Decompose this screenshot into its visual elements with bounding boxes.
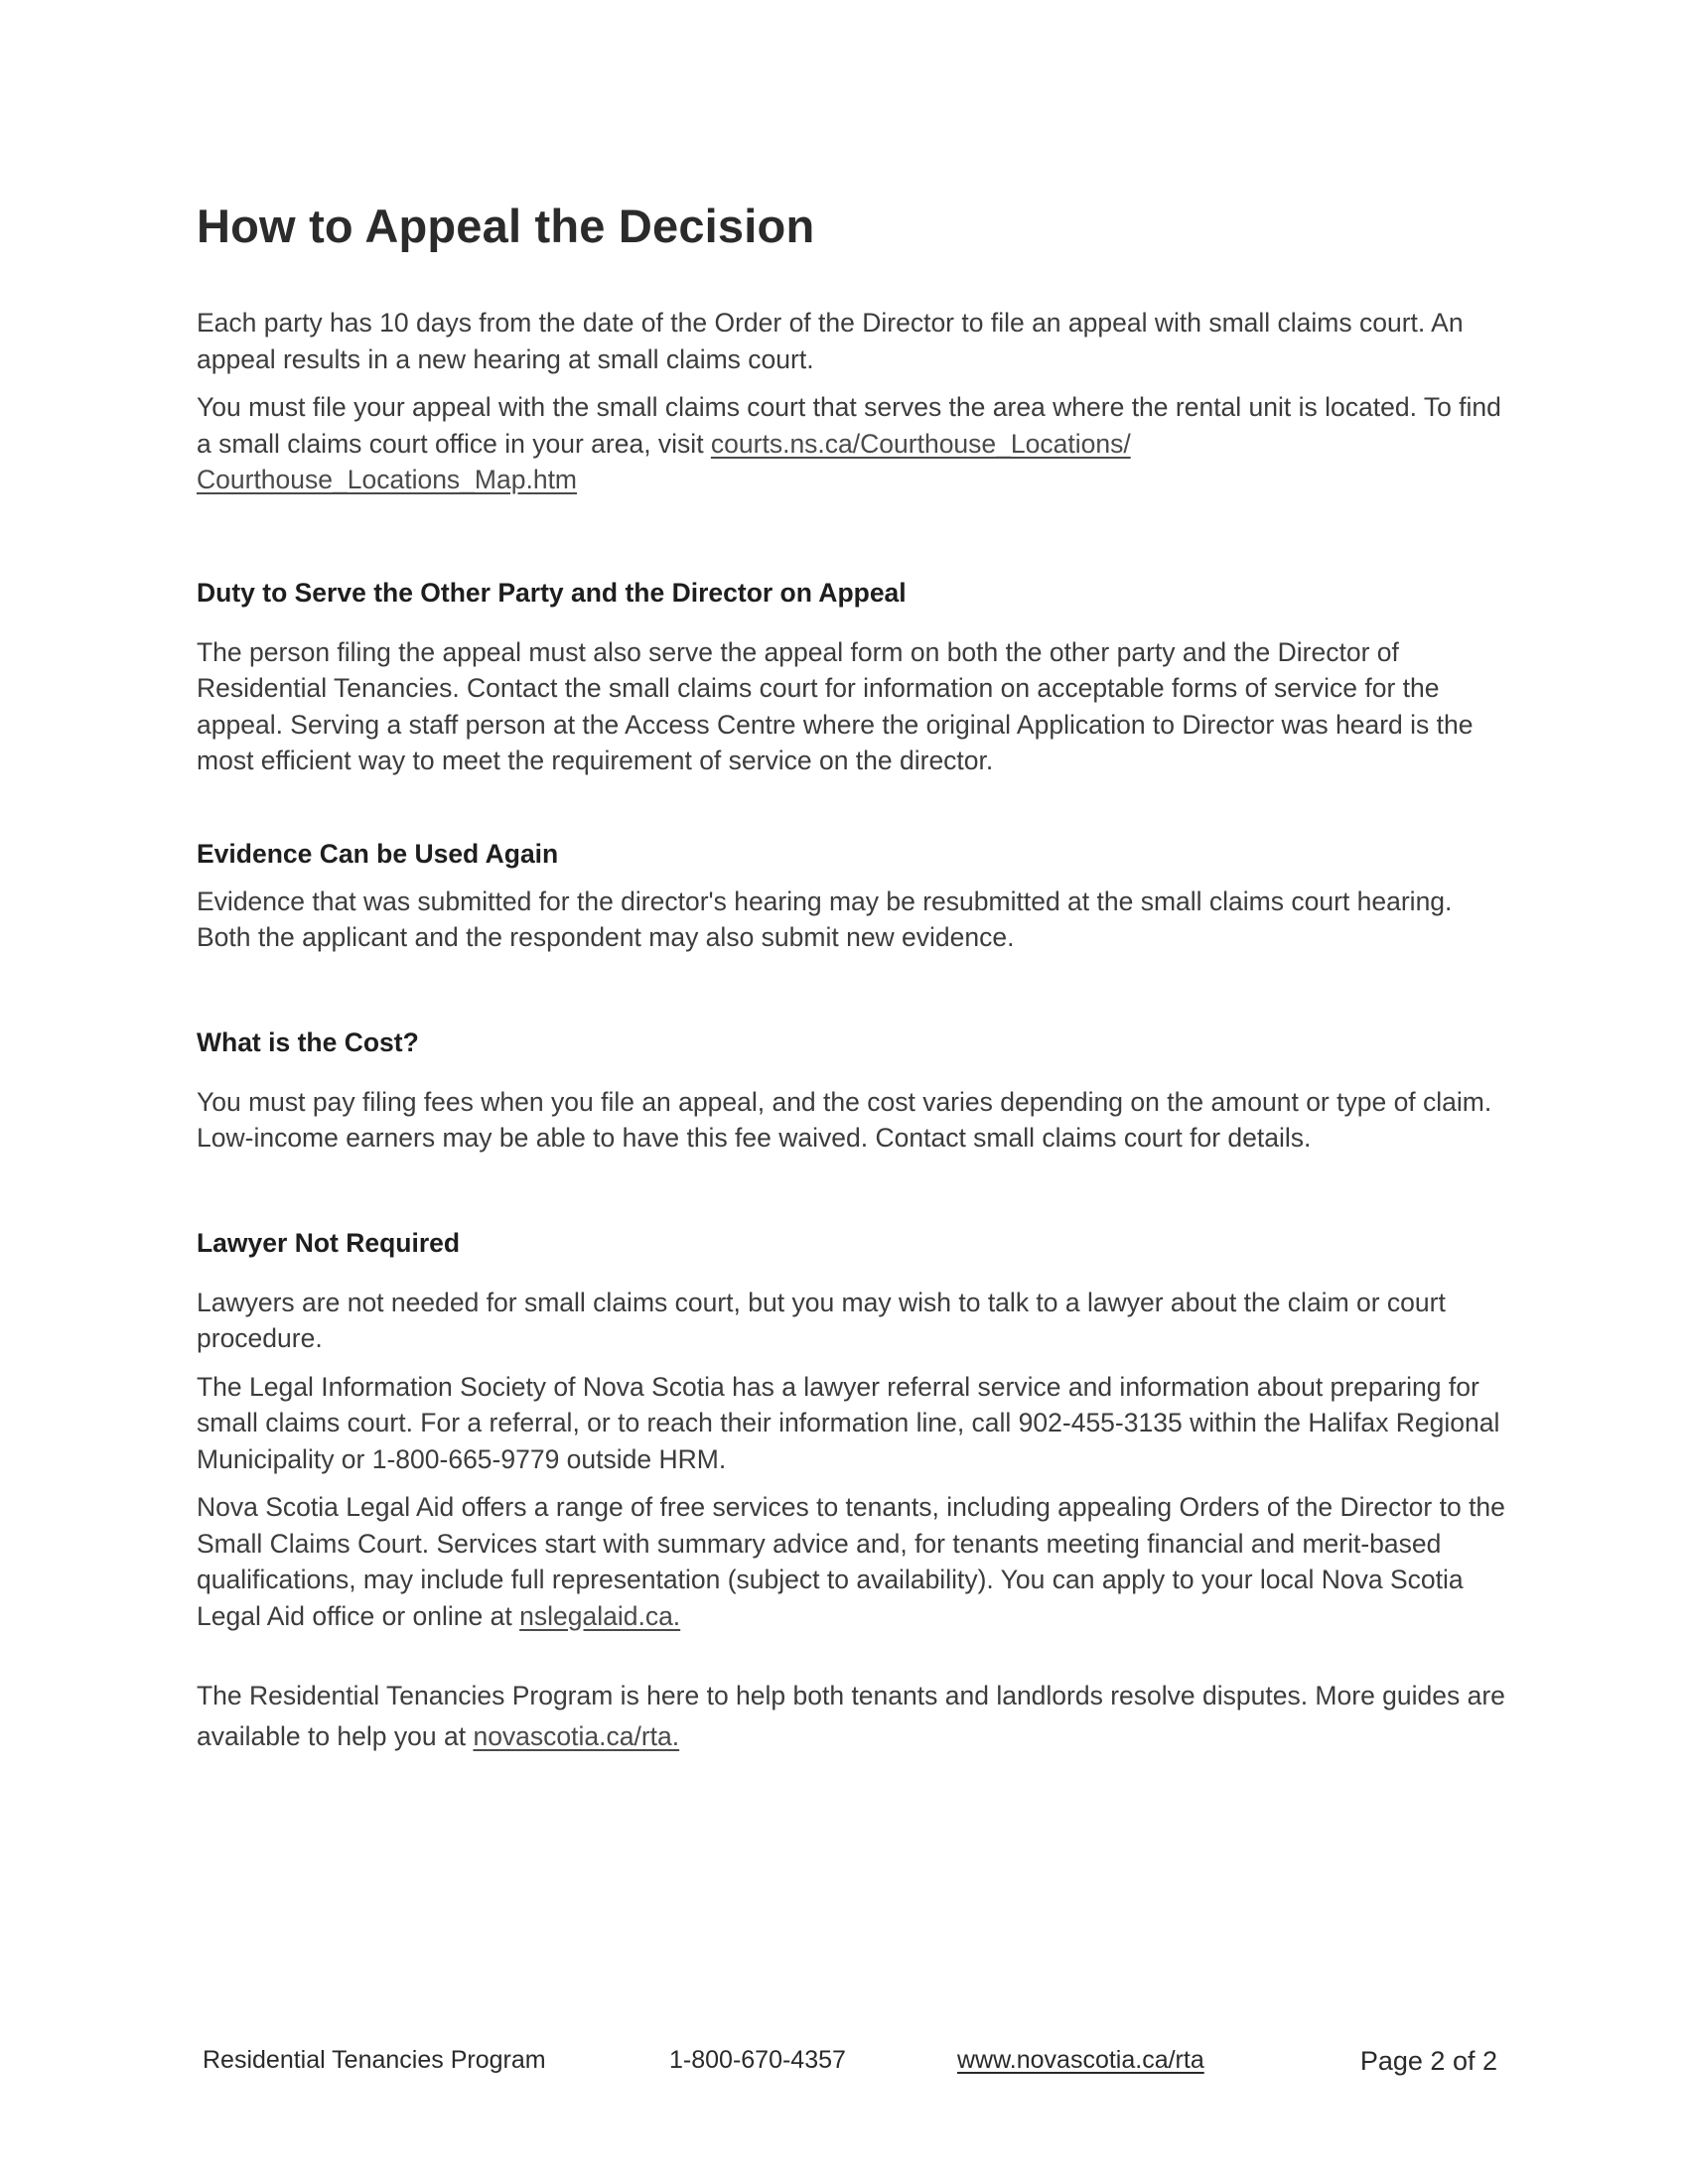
duty-heading: Duty to Serve the Other Party and the Director on Appeal <box>197 577 907 608</box>
lawyer-paragraph-3 <box>197 1489 1507 1634</box>
lawyer-section <box>197 1228 1507 1635</box>
lawyer-paragraph-3-text: Nova Scotia Legal Aid offers a range of free services to tenants, including appealing Orders of the Director to the Small Claims Court. Services start with summary advice and, for tenants meeting financial and merit-based qualifications, may include full representation (subject to availability). You can apply to your local Nova Scotia Legal Aid office or online at <box>197 1492 1505 1631</box>
nslegalaid-link[interactable]: nslegalaid.ca. <box>519 1600 681 1631</box>
cost-heading: What is the Cost? <box>197 1026 419 1057</box>
footer-phone: 1-800-670-4357 <box>669 2046 846 2074</box>
lawyer-heading: Lawyer Not Required <box>197 1227 461 1258</box>
courthouse-locations-link[interactable]: courts.ns.ca/Courthouse_Locations/ Courthouse_Locations_Map.htm <box>197 428 1131 494</box>
page-title: How to Appeal the Decision <box>197 200 815 252</box>
footer-program-name: Residential Tenancies Program <box>203 2046 546 2074</box>
page-footer <box>203 2046 1497 2082</box>
rta-link[interactable]: novascotia.ca/rta. <box>473 1721 680 1751</box>
intro-paragraph-1: Each party has 10 days from the date of the Order of the Director to file an appeal with small claims court. An appeal results in a new hearing at small claims court. <box>197 308 1464 374</box>
closing-section <box>197 1676 1507 1757</box>
evidence-paragraph: Evidence that was submitted for the director's hearing may be resubmitted at the small claims court hearing. Both the applicant and the respondent may also submit new evidence. <box>197 886 1453 952</box>
lawyer-paragraph-1: Lawyers are not needed for small claims court, but you may wish to talk to a lawyer about the claim or court procedure. <box>197 1287 1446 1353</box>
evidence-section <box>197 839 1507 956</box>
lawyer-paragraph-2: The Legal Information Society of Nova Scotia has a lawyer referral service and information about preparing for small claims court. For a referral, or to reach their information line, call 902-455-3135 within the Halifax Regional Municipality or 1-800-665-9779 outside HRM. <box>197 1371 1500 1474</box>
cost-paragraph: You must pay filing fees when you file an appeal, and the cost varies depending on the amount or type of claim. Low-income earners may be able to have this fee waived. Contact small claims court for details. <box>197 1086 1492 1153</box>
intro-paragraph-2-text: You must file your appeal with the small claims court that serves the area where the rental unit is located. To find a small claims court office in your area, visit <box>197 392 1501 459</box>
document-page <box>197 199 1507 1769</box>
footer-page-number: Page 2 of 2 <box>1359 2046 1497 2076</box>
closing-paragraph <box>197 1676 1507 1757</box>
duty-paragraph: The person filing the appeal must also serve the appeal form on both the other party and the Director of Residential Tenancies. Contact the small claims court for information on acceptable forms of service for the appeal. Serving a staff person at the Access Centre where the original Application to Director was heard is the most efficient way to meet the requirement of service on the director. <box>197 636 1474 775</box>
closing-text: The Residential Tenancies Program is here to help both tenants and landlords resolve disputes. More guides are available to help you at <box>197 1681 1505 1751</box>
footer-website-link[interactable]: www.novascotia.ca/rta <box>957 2046 1204 2074</box>
evidence-heading: Evidence Can be Used Again <box>197 838 559 869</box>
duty-section <box>197 578 1507 779</box>
cost-section <box>197 1027 1507 1157</box>
intro-paragraph-2 <box>197 389 1507 498</box>
intro-section <box>197 305 1507 498</box>
